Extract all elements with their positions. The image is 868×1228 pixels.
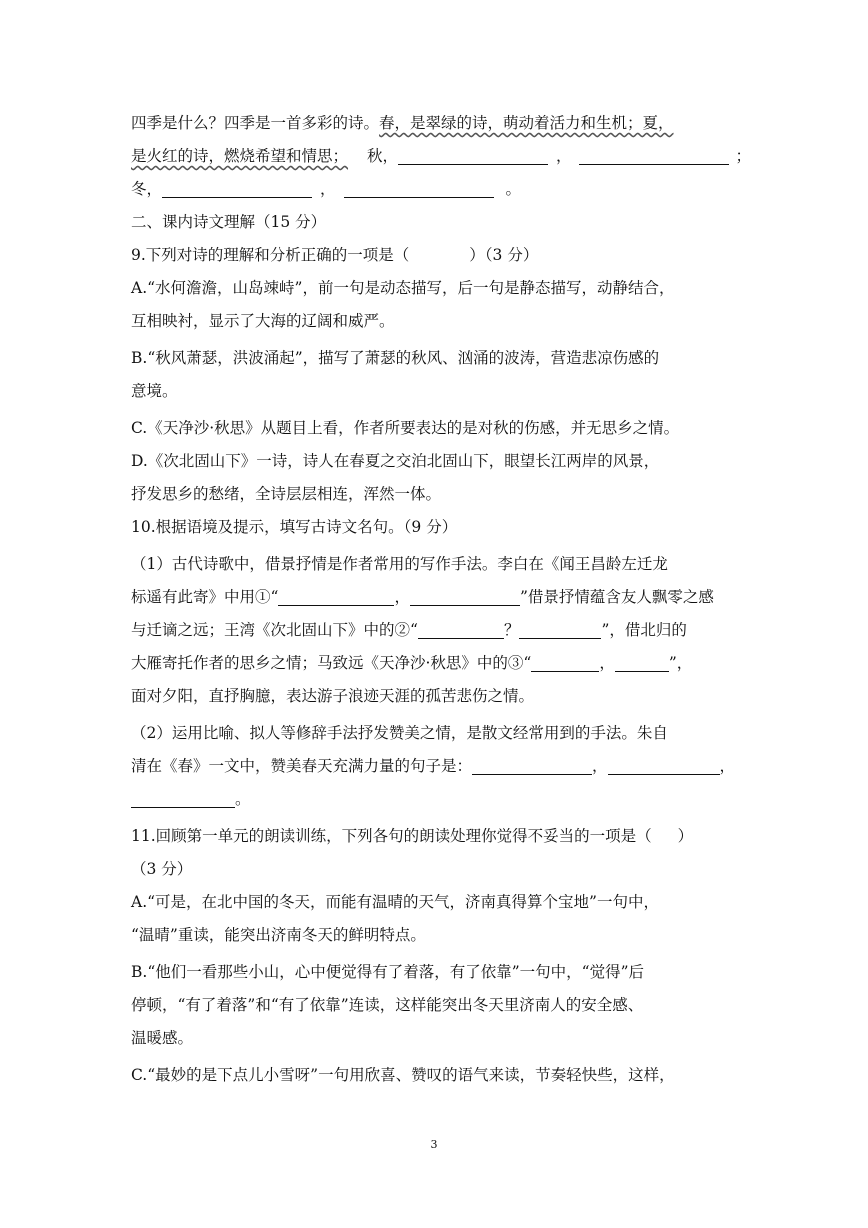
seasons-line-2 <box>131 140 751 173</box>
q10-text: 与迁谪之远；王湾《次北固山下》中的②“ <box>131 621 418 639</box>
q11-option-b-cont: 停顿，“有了着落”和“有了依靠”连读，这样能突出冬天里济南人的安全感、 <box>131 996 644 1014</box>
q11-stem <box>131 820 741 853</box>
paren-close: ） <box>677 827 694 845</box>
q9-option-d: D.《次北固山下》一诗，诗人在春夏之交泊北固山下，眼望长江两岸的风景， <box>131 452 660 470</box>
q10-p1-line-1: （1）古代诗歌中，借景抒情是作者常用的写作手法。李白在《闻王昌龄左迁龙 <box>131 555 668 573</box>
page-content <box>131 107 751 1092</box>
q9-score: ）（3 分） <box>469 246 539 264</box>
winter-blank-1[interactable] <box>162 179 312 198</box>
q11-option-b: B.“他们一看那些小山，心中便觉得有了着落，有了依靠”一句中，“觉得”后 <box>131 963 645 981</box>
q10-blank-3b[interactable] <box>615 653 669 672</box>
q10-p2-line-2 <box>131 750 741 783</box>
section-title: 二、课内诗文理解（15 分） <box>131 213 327 231</box>
semicolon: ； <box>735 147 751 165</box>
q10-text: 标遥有此寄》中用①“ <box>131 588 279 606</box>
q9-option-b: B.“秋风萧瑟，洪波涌起”，描写了萧瑟的秋风、汹涌的波涛，营造悲凉伤感的 <box>131 349 660 367</box>
q10-p1-line-2 <box>131 581 741 614</box>
q11-option-a: A.“可是，在北中国的冬天，而能有温晴的天气，济南真得算个宝地”一句中， <box>131 893 659 911</box>
q10-text: ”借景抒情蕴含友人飘零之感 <box>519 588 714 606</box>
q11-option-a-cont: “温晴”重读，能突出济南冬天的鲜明特点。 <box>131 926 426 944</box>
q10-blank-4b[interactable] <box>608 756 720 775</box>
q11-option-c: C.“最妙的是下点儿小雪呀”一句用欣喜、赞叹的语气来读，节奏轻快些，这样， <box>131 1066 675 1084</box>
q9-option-d-cont: 抒发思乡的愁绪，全诗层层相连，浑然一体。 <box>131 485 442 503</box>
autumn-blank-2[interactable] <box>579 146 729 165</box>
q10-blank-2b[interactable] <box>519 620 601 639</box>
seasons-example-summer: 是火红的诗，燃烧希望和情思； <box>131 147 349 165</box>
winter-blank-2[interactable] <box>344 179 494 198</box>
q9-stem-text: 9.下列对诗的理解和分析正确的一项是（ <box>131 246 410 264</box>
q10-blank-4a[interactable] <box>472 756 592 775</box>
period: 。 <box>505 180 522 198</box>
comma: ， <box>555 147 572 165</box>
q10-text: 大雁寄托作者的思乡之情；马致远《天净沙·秋思》中的③“ <box>131 654 532 672</box>
q9-option-b-cont: 意境。 <box>131 382 178 400</box>
q10-p1-line-3 <box>131 614 741 647</box>
seasons-line-1 <box>131 107 741 140</box>
q10-blank-1b[interactable] <box>410 587 520 606</box>
autumn-label: 秋， <box>366 147 398 165</box>
q9-option-a: A.“水何澹澹，山岛竦峙”，前一句是动态描写，后一句是静态描写，动静结合， <box>131 279 675 297</box>
comma: ， <box>394 588 410 606</box>
q10-stem: 10.根据语境及提示，填写古诗文名句。（9 分） <box>131 518 458 536</box>
comma: ， <box>599 654 615 672</box>
q9-option-a-cont: 互相映衬，显示了大海的辽阔和威严。 <box>131 312 395 330</box>
seasons-intro: 四季是什么？四季是一首多彩的诗。 <box>131 114 380 132</box>
period: 。 <box>235 790 251 808</box>
q10-p2-line-3 <box>131 783 741 816</box>
question-mark: ？ <box>503 621 520 639</box>
q10-blank-3a[interactable] <box>531 653 599 672</box>
comma: ， <box>719 757 736 775</box>
q10-p1-line-4 <box>131 647 741 680</box>
comma: ， <box>320 180 336 198</box>
q10-text: 清在《春》一文中，赞美春天充满力量的句子是： <box>131 757 473 775</box>
q10-blank-4c[interactable] <box>131 789 235 808</box>
q9-option-c: C.《天净沙·秋思》从题目上看，作者所要表达的是对秋的伤感，并无思乡之情。 <box>131 419 680 437</box>
q11-score: （3 分） <box>131 860 193 878</box>
q11-stem-text: 11.回顾第一单元的朗读训练，下列各句的朗读处理你觉得不妥当的一项是（ <box>131 827 652 845</box>
q10-text: ”，借北归的 <box>601 621 687 639</box>
comma: ， <box>592 757 608 775</box>
seasons-example-spring-summer: 春，是翠绿的诗，萌动着活力和生机；夏， <box>379 114 674 132</box>
q10-blank-2a[interactable] <box>418 620 504 639</box>
q9-stem <box>131 239 741 272</box>
winter-label: 冬， <box>131 180 163 198</box>
q10-blank-1a[interactable] <box>278 587 394 606</box>
q10-p2-line-1: （2）运用比喻、拟人等修辞手法抒发赞美之情，是散文经常用到的手法。朱自 <box>131 724 668 742</box>
autumn-blank-1[interactable] <box>398 146 548 165</box>
q10-p1-line-5: 面对夕阳，直抒胸臆，表达游子浪迹天涯的孤苦悲伤之情。 <box>131 687 535 705</box>
seasons-line-3 <box>131 173 741 206</box>
page-number: 3 <box>430 1138 438 1151</box>
q10-text: ”， <box>668 654 693 672</box>
q11-option-b-cont-2: 温暖感。 <box>131 1029 194 1047</box>
